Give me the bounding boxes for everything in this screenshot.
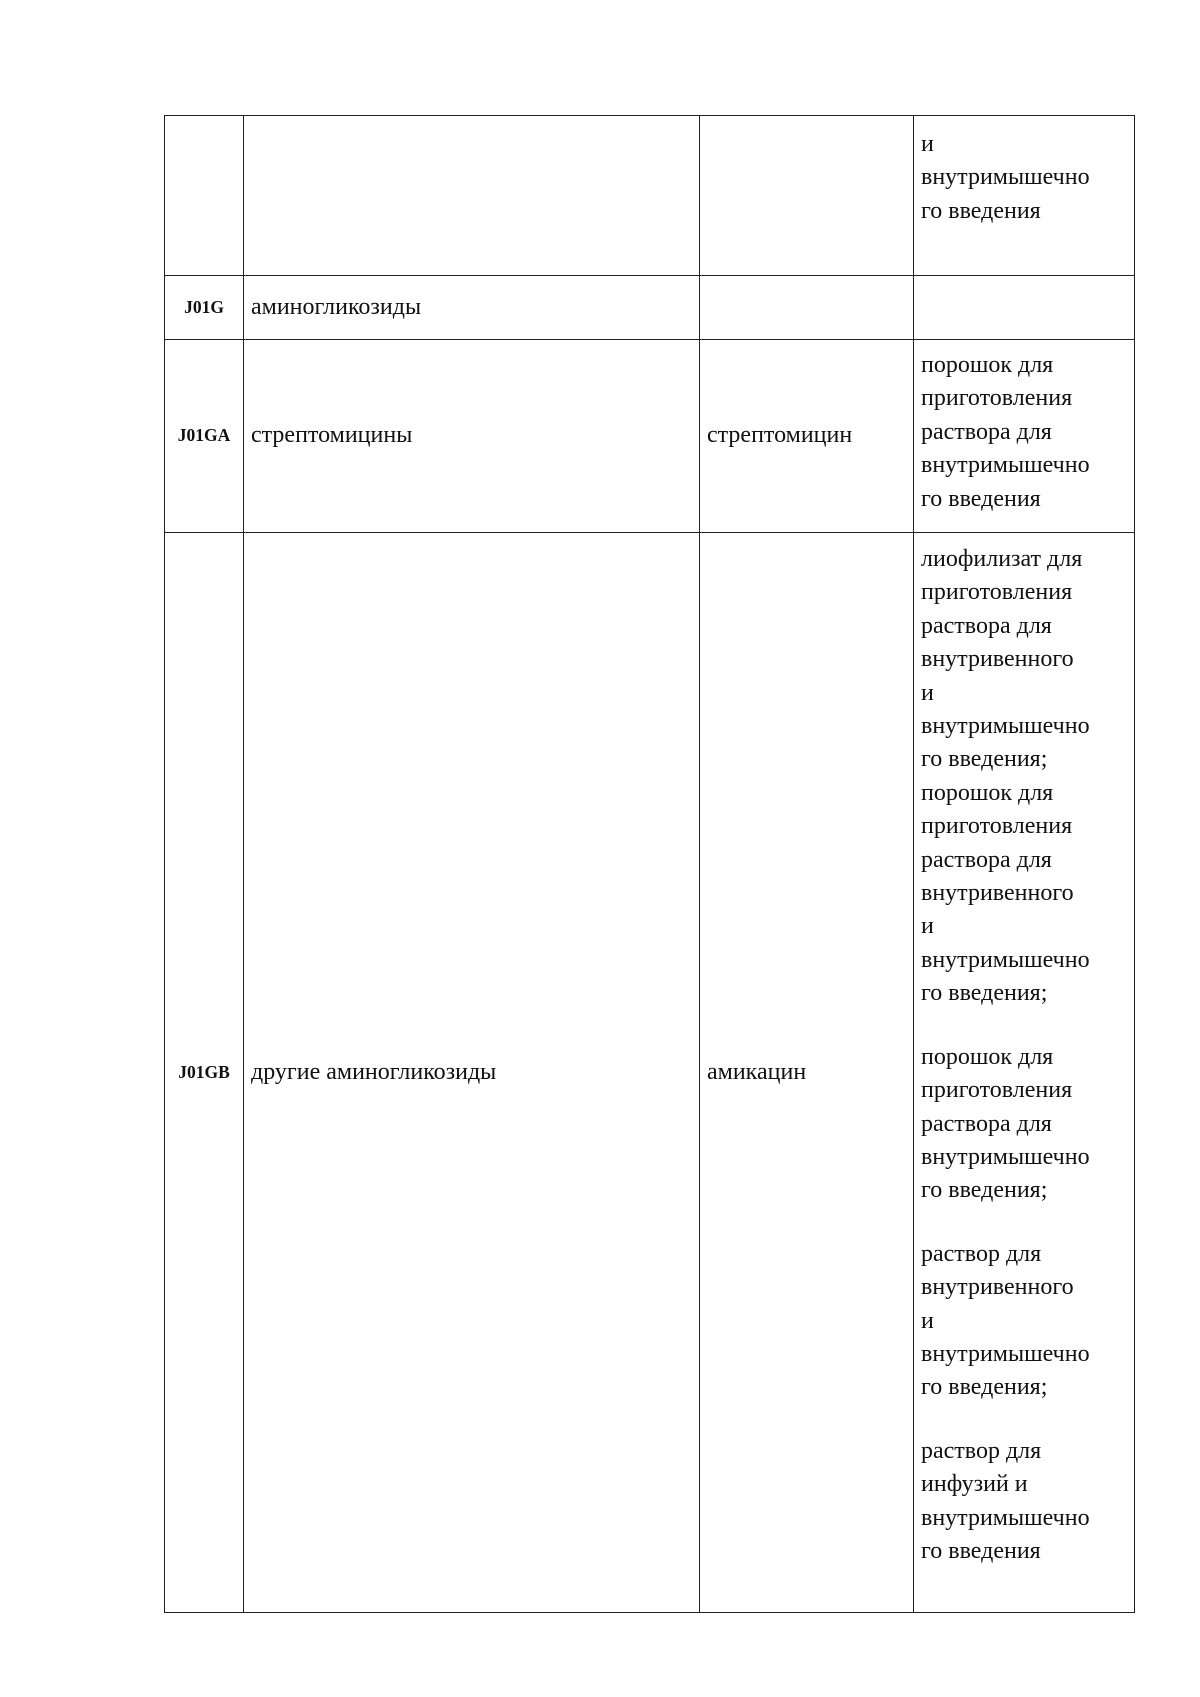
drug-name-cell — [700, 276, 914, 340]
table-row — [165, 340, 1135, 533]
group-cell — [244, 116, 700, 276]
group-cell: аминогликозиды — [244, 276, 700, 340]
table-row — [165, 533, 1135, 1613]
group-cell: стрептомицины — [244, 340, 700, 533]
atc-code-cell: J01GB — [165, 533, 244, 1613]
dosage-form-text: и внутримышечно го введения — [921, 131, 1090, 224]
drug-name-cell: амикацин — [700, 533, 914, 1613]
dosage-form-text: порошок для приготовления раствора для внутримышечно го введения — [921, 352, 1090, 512]
atc-code-cell: J01G — [165, 276, 244, 340]
dosage-form-text: раствор для инфузий и внутримышечно го введения — [921, 1437, 1090, 1564]
drug-table — [164, 115, 1135, 1613]
table-row — [165, 276, 1135, 340]
dosage-form-text: лиофилизат для приготовления раствора для внутривенного и внутримышечно го введения; порошок для приготовления раствора для внутривенного и внутримышечно го введения; — [921, 546, 1090, 1007]
dosage-form-text: раствор для внутривенного и внутримышечно го введения; — [921, 1240, 1090, 1401]
dosage-form-cell — [914, 340, 1135, 533]
group-cell: другие аминогликозиды — [244, 533, 700, 1613]
dosage-form-cell — [914, 533, 1135, 1613]
table-row — [165, 116, 1135, 276]
drug-name-cell — [700, 116, 914, 276]
drug-name-cell: стрептомицин — [700, 340, 914, 533]
dosage-form-cell — [914, 276, 1135, 340]
atc-code-cell: J01GA — [165, 340, 244, 533]
dosage-form-cell — [914, 116, 1135, 276]
atc-code-cell — [165, 116, 244, 276]
dosage-form-text: порошок для приготовления раствора для внутримышечно го введения; — [921, 1043, 1090, 1204]
